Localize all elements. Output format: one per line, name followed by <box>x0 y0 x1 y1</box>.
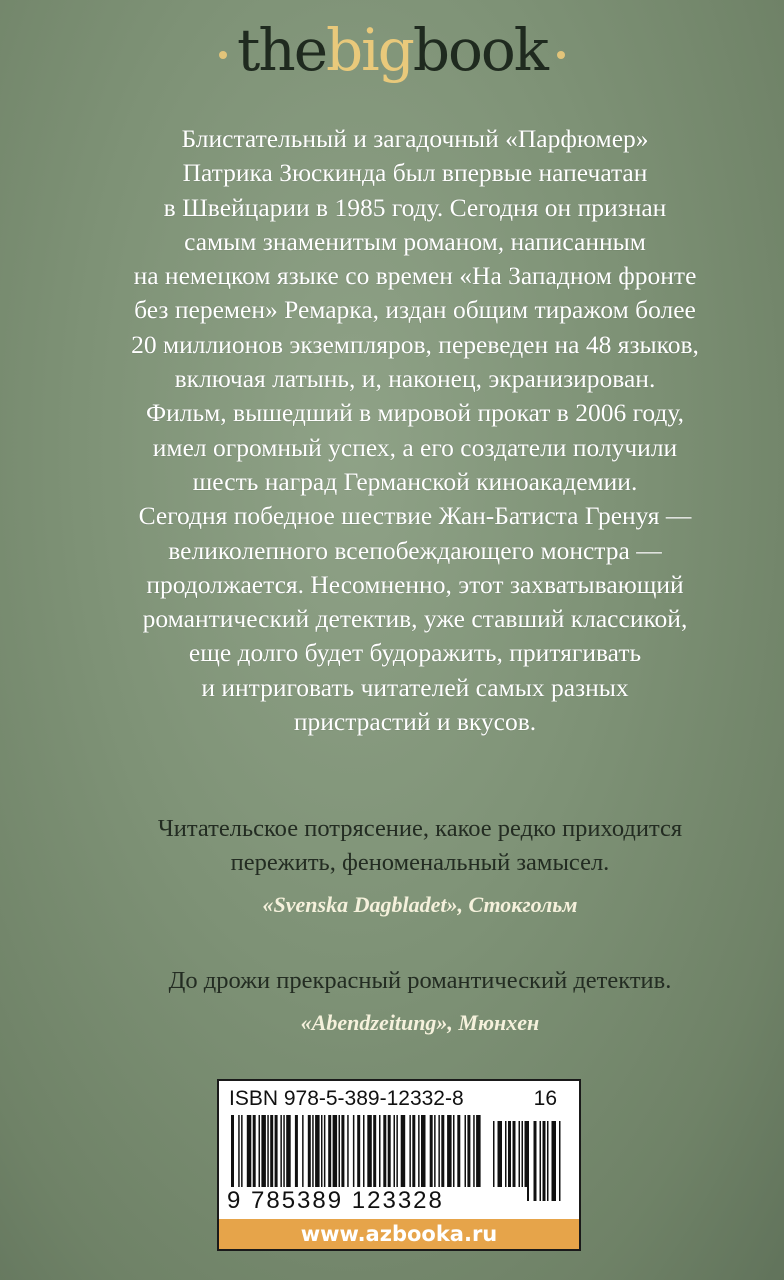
description-line: романтический детектив, уже ставший классикой, <box>142 604 688 634</box>
review-text-line: пережить, феноменальный замысел. <box>230 849 610 876</box>
description-line: пристрастий и вкусов. <box>293 707 537 737</box>
description-line: в Швейцарии в 1985 году. Сегодня он признан <box>163 192 667 222</box>
isbn-row <box>229 1087 569 1113</box>
description-line: самым знаменитым романом, написанным <box>184 226 646 256</box>
publisher-logo <box>0 10 784 90</box>
isbn-barcode-panel <box>217 1079 581 1251</box>
isbn-addon-number: 16 <box>533 1087 557 1110</box>
description-line: имел огромный успех, а его создатели получили <box>152 432 678 462</box>
description-line: 20 миллионов экземпляров, переведен на 48 языков, <box>131 329 699 359</box>
logo-prefix: the <box>237 16 327 84</box>
description-line: без перемен» Ремарка, издан общим тиражом более <box>134 295 696 325</box>
review-text-line: До дрожи прекрасный романтический детектив. <box>168 967 672 994</box>
isbn-number: ISBN 978-5-389-12332-8 <box>229 1087 464 1110</box>
publisher-website: www.azbooka.ru <box>219 1219 579 1249</box>
logo-highlight: big <box>326 16 413 84</box>
review-quote <box>60 812 780 922</box>
review-text-line: Читательское потрясение, какое редко приходится <box>157 815 683 842</box>
description-line: Патрика Зюскинда был впервые напечатан <box>182 158 648 188</box>
barcode-addon-stripe <box>543 1121 546 1201</box>
description-line: шесть наград Германской киноакадемии. <box>192 466 638 496</box>
book-description <box>70 122 760 739</box>
description-line: и интриговать читателей самых разных <box>201 672 629 702</box>
barcode-digits: 9 785389 123328 <box>227 1187 527 1215</box>
logo-suffix: book <box>412 16 547 84</box>
description-line: великолепного всепобеждающего монстра — <box>168 535 662 565</box>
description-line: Сегодня победное шествие Жан-Батиста Гренуя — <box>138 501 692 531</box>
barcode-addon-stripe <box>559 1121 561 1201</box>
review-source: «Svenska Dagbladet», Стокгольм <box>262 892 578 917</box>
barcode-addon-stripe <box>540 1121 542 1201</box>
description-line: еще долго будет будоражить, притягивать <box>188 638 642 668</box>
review-source: «Abendzeitung», Мюнхен <box>300 1010 540 1035</box>
barcode-addon-stripe <box>547 1121 549 1201</box>
logo-dot-right <box>557 51 565 59</box>
barcode-addon-stripe <box>552 1121 557 1201</box>
description-line: продолжается. Несомненно, этот захватывающий <box>146 569 684 599</box>
description-line: включая латынь, и, наконец, экранизирован. <box>174 364 656 394</box>
barcode-addon-stripe <box>534 1121 537 1201</box>
description-line: Блистательный и загадочный «Парфюмер» <box>181 124 649 153</box>
review-quote <box>60 964 780 1040</box>
description-line: на немецком языке со времен «На Западном фронте <box>133 261 697 291</box>
description-line: Фильм, вышедший в мировой прокат в 2006 году, <box>146 398 684 428</box>
logo-dot-left <box>219 51 227 59</box>
